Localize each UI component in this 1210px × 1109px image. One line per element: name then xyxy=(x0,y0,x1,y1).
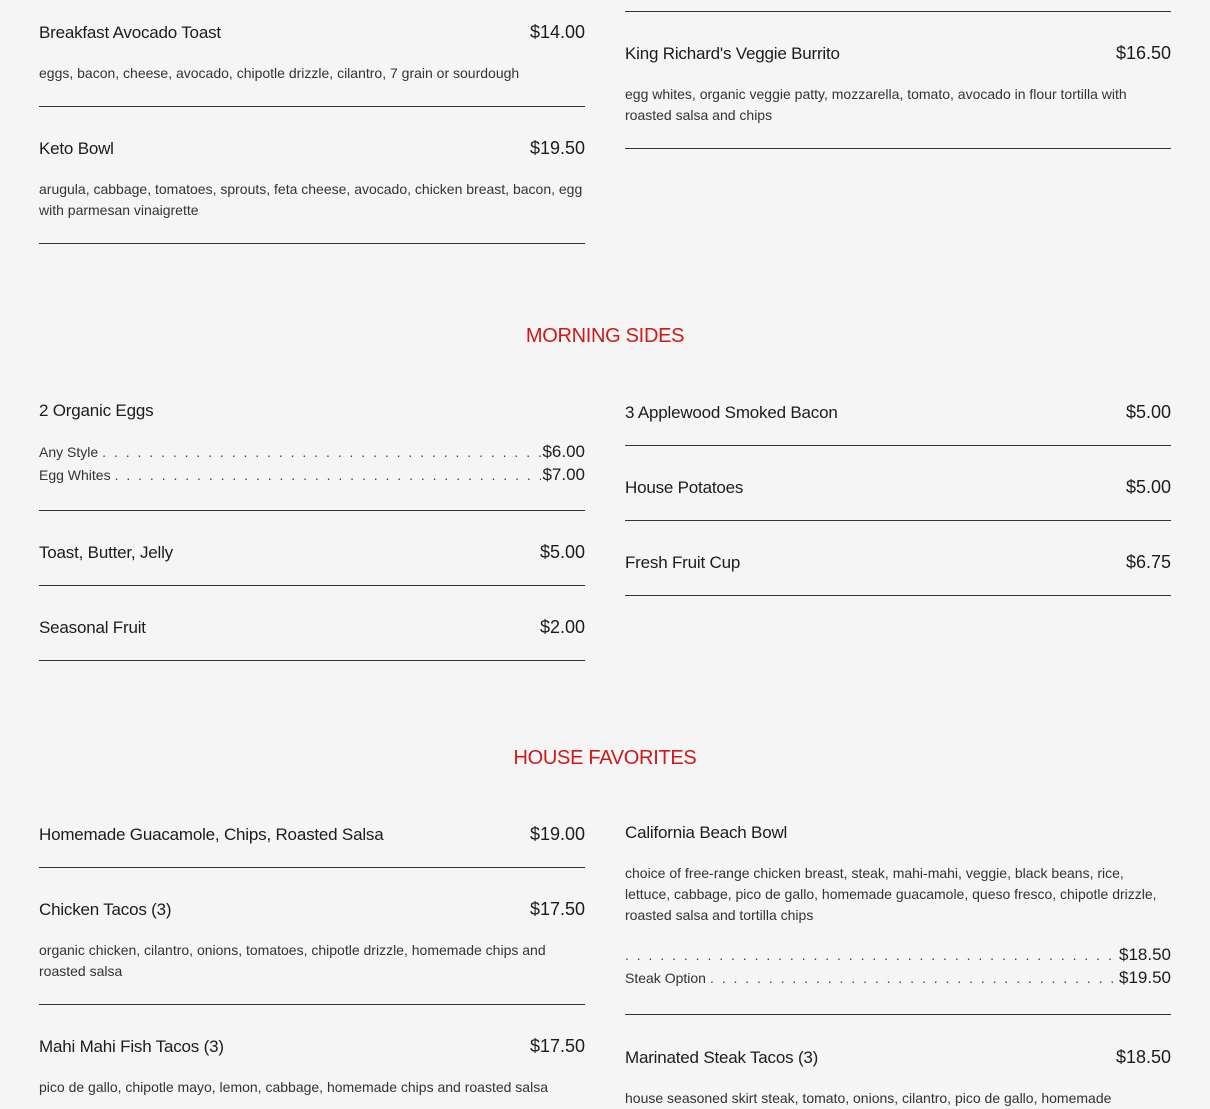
item-name: 2 Organic Eggs xyxy=(39,401,154,420)
item-price: $5.00 xyxy=(1125,402,1171,422)
item-description: house seasoned skirt steak, tomato, onions, cilantro, pico de gallo, homemade xyxy=(625,1090,1112,1106)
menu-item xyxy=(39,1036,585,1098)
menu-item xyxy=(39,138,585,221)
item-name: Fresh Fruit Cup xyxy=(625,553,741,572)
item-price: $6.75 xyxy=(1125,552,1171,572)
divider xyxy=(625,11,1171,12)
menu-item xyxy=(39,899,585,982)
item-price: $17.50 xyxy=(529,1036,585,1056)
option-label: Any Style xyxy=(39,444,99,460)
item-description: organic chicken, cilantro, onions, tomatoes, chipotle drizzle, homemade chips and roasted salsa xyxy=(39,942,546,979)
dot-leader xyxy=(625,947,1118,963)
option-label: Egg Whites xyxy=(39,467,111,483)
price-option xyxy=(625,945,1171,968)
menu-item xyxy=(625,402,1171,423)
item-price: $17.50 xyxy=(529,899,585,919)
menu-item xyxy=(625,823,1171,991)
price-option xyxy=(39,465,585,488)
menu-item xyxy=(39,542,585,563)
item-name: California Beach Bowl xyxy=(625,823,788,842)
menu-item xyxy=(39,824,585,845)
item-price: $18.50 xyxy=(1115,1047,1171,1067)
item-price: $19.00 xyxy=(529,824,585,844)
item-price: $16.50 xyxy=(1115,43,1171,63)
section-heading: HOUSE FAVORITES xyxy=(513,747,697,769)
item-price: $2.00 xyxy=(539,617,585,637)
item-price: $19.50 xyxy=(529,138,585,158)
menu-item xyxy=(625,43,1171,126)
menu-item xyxy=(39,22,585,84)
divider xyxy=(39,1004,585,1005)
item-description: eggs, bacon, cheese, avocado, chipotle drizzle, cilantro, 7 grain or sourdough xyxy=(39,65,520,81)
section-heading: MORNING SIDES xyxy=(525,325,685,347)
item-name: Keto Bowl xyxy=(39,139,114,158)
item-name: Breakfast Avocado Toast xyxy=(39,23,221,42)
item-name: Chicken Tacos (3) xyxy=(39,900,172,919)
item-name: House Potatoes xyxy=(625,478,744,497)
item-name: Seasonal Fruit xyxy=(39,618,146,637)
item-name: Marinated Steak Tacos (3) xyxy=(625,1048,819,1067)
divider xyxy=(39,660,585,661)
menu-item xyxy=(39,617,585,638)
item-name: 3 Applewood Smoked Bacon xyxy=(625,403,838,422)
item-price: $5.00 xyxy=(539,542,585,562)
divider xyxy=(39,585,585,586)
divider xyxy=(625,595,1171,596)
item-price: $14.00 xyxy=(529,22,585,42)
price-option xyxy=(39,442,585,465)
menu-item xyxy=(625,552,1171,573)
divider xyxy=(625,148,1171,149)
item-description: arugula, cabbage, tomatoes, sprouts, feta cheese, avocado, chicken breast, bacon, egg with parmesan vinaigrette xyxy=(39,181,583,218)
dot-leader xyxy=(115,467,542,483)
menu-item xyxy=(625,477,1171,498)
option-price: $18.50 xyxy=(1119,945,1171,964)
item-name: Homemade Guacamole, Chips, Roasted Salsa xyxy=(39,825,384,844)
item-name: Toast, Butter, Jelly xyxy=(39,543,173,562)
menu-item xyxy=(625,1047,1171,1109)
item-description: choice of free-range chicken breast, steak, mahi-mahi, veggie, black beans, rice, lettuce, cabbage, pico de gallo, homemade guacamole, queso fresco, chipotle drizzle, roasted salsa and tortilla chips xyxy=(625,865,1157,923)
option-price: $7.00 xyxy=(542,465,585,484)
dot-leader xyxy=(102,444,541,460)
item-price: $5.00 xyxy=(1125,477,1171,497)
divider xyxy=(625,1014,1171,1015)
item-description: egg whites, organic veggie patty, mozzarella, tomato, avocado in flour tortilla with roasted salsa and chips xyxy=(625,86,1127,123)
option-price: $6.00 xyxy=(542,442,585,461)
divider xyxy=(39,867,585,868)
dot-leader xyxy=(710,970,1118,986)
item-name: King Richard's Veggie Burrito xyxy=(625,44,840,63)
option-label: Steak Option xyxy=(625,970,706,986)
divider xyxy=(39,243,585,244)
menu-item xyxy=(39,401,585,488)
item-description: pico de gallo, chipotle mayo, lemon, cabbage, homemade chips and roasted salsa xyxy=(39,1079,548,1095)
divider xyxy=(39,106,585,107)
divider xyxy=(625,520,1171,521)
option-price: $19.50 xyxy=(1119,968,1171,987)
divider xyxy=(39,510,585,511)
price-option xyxy=(625,968,1171,991)
divider xyxy=(625,445,1171,446)
item-name: Mahi Mahi Fish Tacos (3) xyxy=(39,1037,224,1056)
